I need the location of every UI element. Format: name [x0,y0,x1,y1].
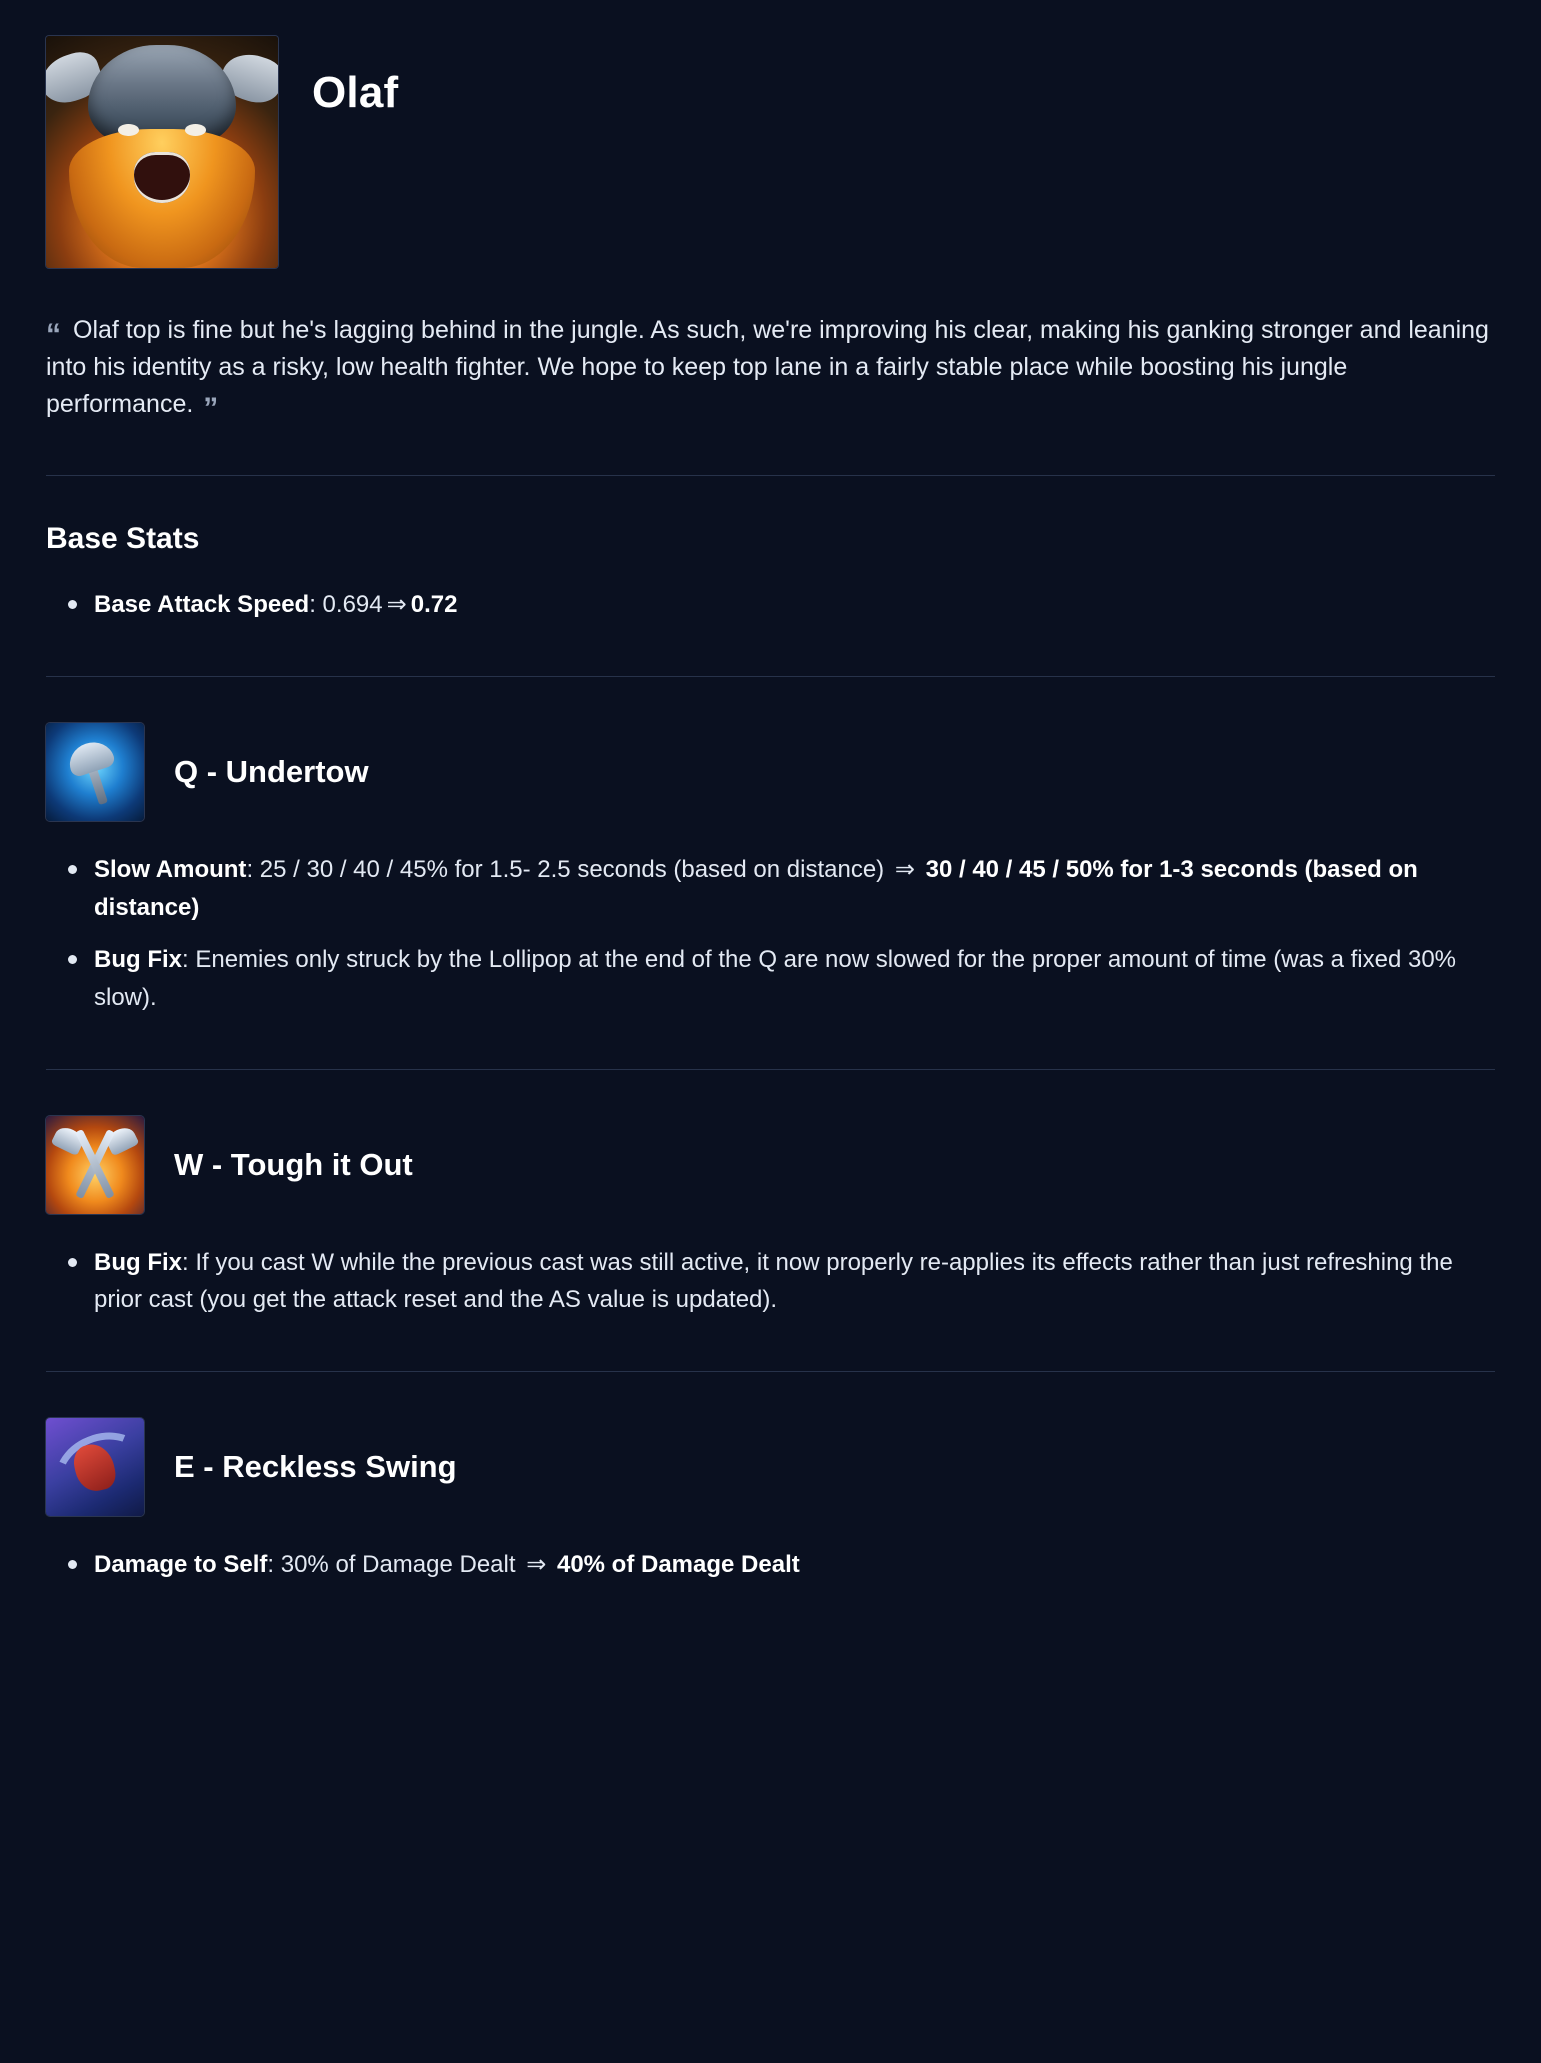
change-separator: : [182,1248,196,1276]
ability-row-q [46,723,1495,821]
change-old-value: 30% of Damage Dealt [280,1551,523,1579]
olaf-e-reckless-swing-icon [46,1418,144,1516]
list-item [94,1546,1495,1584]
olaf-w-tough-it-out-icon [46,1116,144,1214]
ability-row-w [46,1116,1495,1214]
olaf-q-undertow-icon [46,723,144,821]
base-stats-heading: Base Stats [46,522,200,555]
change-label: Damage to Self [94,1551,268,1579]
change-separator: : [246,855,260,883]
change-arrow-icon: ⇒ [526,1551,547,1579]
ability-w-change-list [46,1244,1495,1320]
ability-name-w: W - Tough it Out [174,1146,413,1182]
change-separator: : [309,591,323,618]
change-separator: : [267,1551,281,1579]
designer-quote [46,312,1495,423]
change-old-value: If you cast W while the previous cast was still active, it now properly re-applies its effects rather than just refreshing the prior cast (you get the attack reset and the AS value is updated). [94,1248,1453,1314]
quote-open-mark: “ [46,318,61,351]
mouth-shape [134,152,190,203]
change-label: Bug Fix [94,1248,182,1276]
change-arrow-icon: ⇒ [894,855,915,883]
change-label: Base Attack Speed [94,591,310,618]
change-label: Bug Fix [94,945,182,973]
change-new-value: 40% of Damage Dealt [550,1551,800,1579]
eye-right-shape [185,124,206,136]
olaf-champion-portrait [46,36,278,268]
change-separator: : [182,945,196,973]
list-item [94,586,1495,624]
change-old-value: Enemies only struck by the Lollipop at the end of the Q are now slowed for the proper amount of time (was a fixed 30% slow). [94,945,1457,1011]
eye-left-shape [118,124,139,136]
base-stats-change-list [46,586,1495,624]
divider [46,1069,1495,1070]
change-new-value: 30 / 40 / 45 / 50% for 1-3 seconds (based on distance) [94,855,1418,921]
list-item [94,941,1495,1017]
divider [46,1371,1495,1372]
change-old-value: 25 / 30 / 40 / 45% for 1.5- 2.5 seconds (based on distance) [259,855,891,883]
list-item [94,1244,1495,1320]
ability-name-e: E - Reckless Swing [174,1449,457,1485]
ability-row-e [46,1418,1495,1516]
list-item [94,851,1495,927]
change-arrow-icon: ⇒ [386,591,407,618]
ability-e-change-list [46,1546,1495,1584]
change-old-value: 0.694 [322,591,383,618]
quote-close-mark: ” [203,392,219,425]
champion-header [46,36,1495,268]
divider [46,676,1495,677]
divider [46,475,1495,476]
axe-head-shape [64,736,116,778]
ability-name-q: Q - Undertow [174,753,369,789]
champion-name: Olaf [312,68,399,117]
quote-text: Olaf top is fine but he's lagging behind in the jungle. As such, we're improving his clear, making his ganking stronger and leaning into his identity as a risky, low health fighter. We hope to keep top lane in a fairly stable place while boosting his jungle performance. [46,316,1489,418]
change-label: Slow Amount [94,855,247,883]
ability-q-change-list [46,851,1495,1017]
change-new-value: 0.72 [410,591,458,618]
